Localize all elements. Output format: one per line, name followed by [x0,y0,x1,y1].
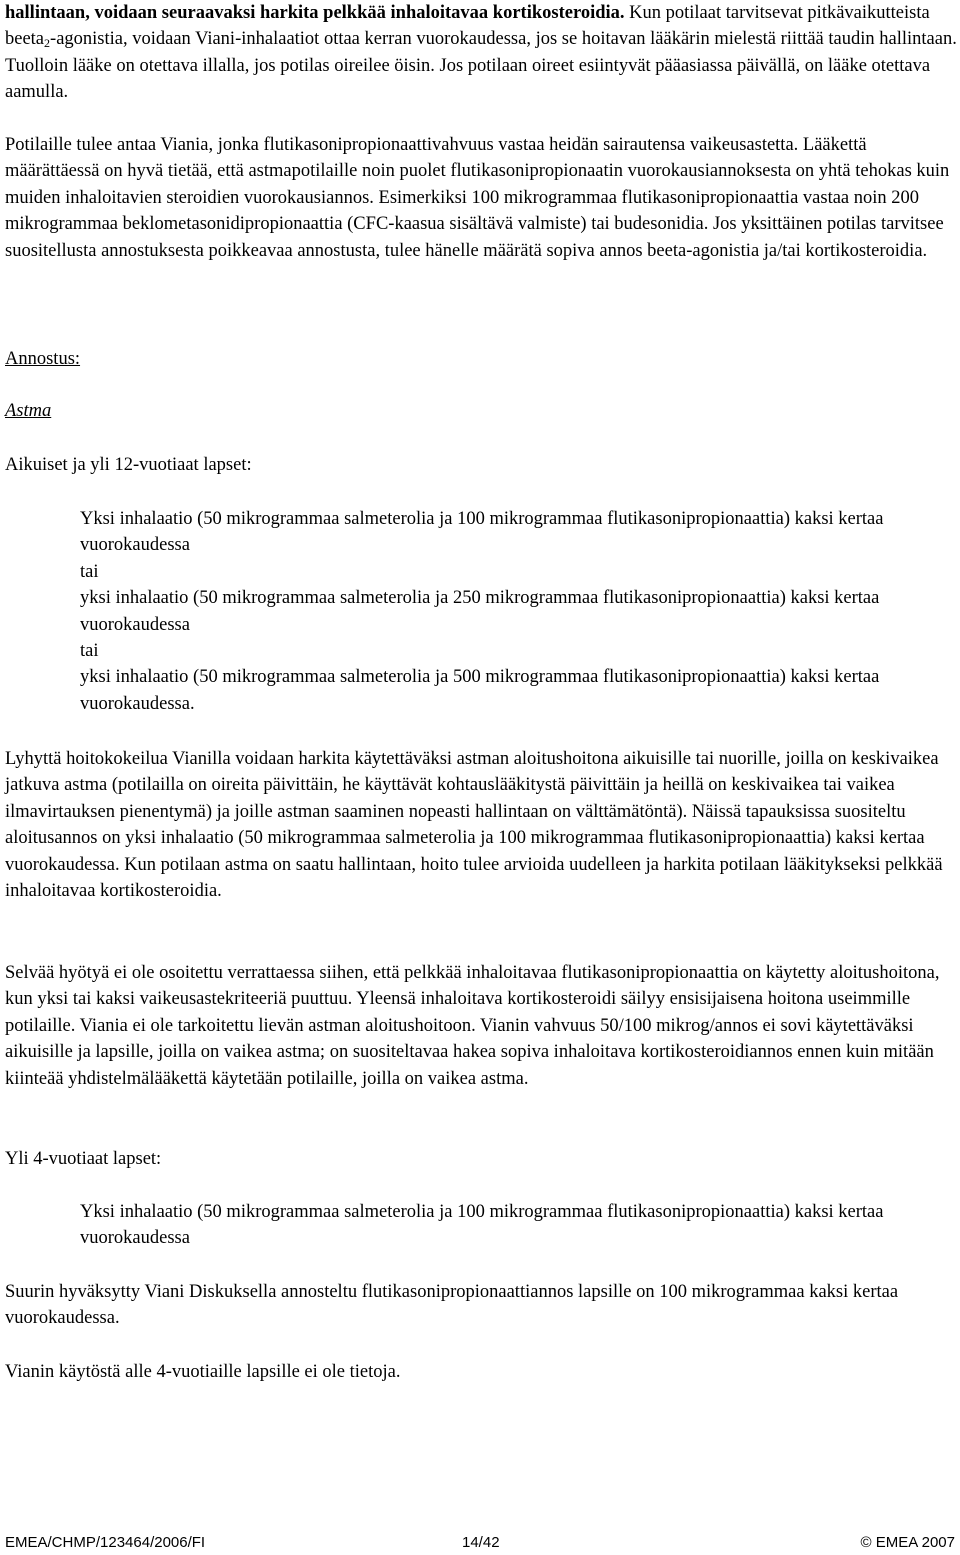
footer-page-number: 14/42 [462,1534,500,1551]
paragraph-max-dose: Suurin hyväksytty Viani Diskuksella annosteltu flutikasonipropionaattiannos lapsille on 100 mikrogrammaa kaksi kertaa vuorokaudessa. [5,1282,899,1329]
dose-option: Yksi inhalaatio (50 mikrogrammaa salmeterolia ja 100 mikrogrammaa flutikasonipropionaattia) kaksi kertaa vuorokaudessa [80,509,884,556]
dose-option: yksi inhalaatio (50 mikrogrammaa salmeterolia ja 500 mikrogrammaa flutikasonipropionaattia) kaksi kertaa vuorokaudessa. [80,667,880,714]
adult-dose-list [80,506,940,717]
footer-copyright: © EMEA 2007 [860,1534,955,1551]
dose-separator: tai [80,641,99,662]
child-dose: Yksi inhalaatio (50 mikrogrammaa salmeterolia ja 100 mikrogrammaa flutikasonipropionaattia) kaksi kertaa vuorokaudessa [80,1202,884,1249]
paragraph-no-data: Vianin käytöstä alle 4-vuotiaille lapsille ei ole tietoja. [5,1362,401,1382]
footer-doc-id: EMEA/CHMP/123464/2006/FI [5,1534,206,1551]
adults-label: Aikuiset ja yli 12-vuotiaat lapset: [5,455,252,475]
paragraph-once-daily [5,0,960,106]
paragraph-text: Kun potilaat tarvitsevat pitkävaikutteista beeta [5,3,930,50]
paragraph-strength: Potilaille tulee antaa Viania, jonka flutikasonipropionaattivahvuus vastaa heidän sairautensa vaikeusastetta. Lääkettä määrättäessä on hyvä tietää, että astmapotilaille noin puolet flutikasonipropionaatin vuorokausiannoksesta on yhtä tehokas kuin muiden inhaloitavien steroidien vuorokausiannos. Esimerkiksi 100 mikrogrammaa flutikasonipropionaattia vastaa noin 200 mikrogrammaa beklometasonidipropionaattia (CFC-kaasua sisältävä valmiste) tai budesonidia. Jos yksittäinen potilas tarvitsee suositellusta annostuksesta poikkeavaa annostusta, tulee hänelle määrätä sopiva annos beeta-agonistia ja/tai kortikosteroidia. [5,135,950,261]
heading-annostus: Annostus: [5,349,81,369]
paragraph-text: -agonistia, voidaan Viani-inhalaatiot ottaa kerran vuorokaudessa, jos se hoitavan lääkärin mielestä riittää taudin hallintaan. Tuolloin lääke on otettava illalla, jos potilas oireilee öisin. Jos potilaan oireet esiintyvät pääasiassa päivällä, on lääke otettava aamulla. [5,29,957,103]
paragraph-short-trial: Lyhyttä hoitokokeilua Vianilla voidaan harkita käytettäväksi astman aloitushoitona aikuisille tai nuorille, joilla on keskivaikea jatkuva astma (potilailla on oireita päivittäin, he käyttävät kohtauslääkitystä päivittäin ja heillä on keskivaikea tai vaikea ilmavirtauksen pienentymä) ja joille astman saaminen nopeasti hallintaan on välttämätöntä). Näissä tapauksissa suositeltu aloitusannos on yksi inhalaatio (50 mikrogrammaa salmeterolia ja 100 mikrogrammaa flutikasonipropionaattia) kaksi kertaa vuorokaudessa. Kun potilaan astma on saatu hallintaan, hoito tulee arvioida uudelleen ja harkita potilaan lääkitykseksi pelkkää inhaloitavaa kortikosteroidia. [5,749,943,902]
paragraph-bold-lead: hallintaan, voidaan seuraavaksi harkita pelkkää inhaloitavaa kortikosteroidia. [5,3,625,23]
dose-option: yksi inhalaatio (50 mikrogrammaa salmeterolia ja 250 mikrogrammaa flutikasonipropionaattia) kaksi kertaa vuorokaudessa [80,588,880,635]
heading-astma: Astma [5,401,52,421]
children-label: Yli 4-vuotiaat lapset: [5,1149,162,1169]
paragraph-benefit: Selvää hyötyä ei ole osoitettu verrattaessa siihen, että pelkkää inhaloitavaa flutikasonipropionaattia on käytetty aloitushoitona, kun yksi tai kaksi vaikeusastekriteeriä puuttuu. Yleensä inhaloitava kortikosteroidi säilyy ensisijaisena hoitona useimmille potilaille. Viania ei ole tarkoitettu lievän astman aloitushoitoon. Vianin vahvuus 50/100 mikrog/annos ei sovi käytettäväksi aikuisille ja lapsille, joilla on vaikea astma; on suositeltavaa hakea sopiva inhaloitava kortikosteroidiannos ennen kuin mitään kiinteää yhdistelmälääkettä käytetään potilaille, joilla on vaikea astma. [5,963,940,1089]
subscript: 2 [44,36,51,51]
dose-separator: tai [80,561,99,582]
